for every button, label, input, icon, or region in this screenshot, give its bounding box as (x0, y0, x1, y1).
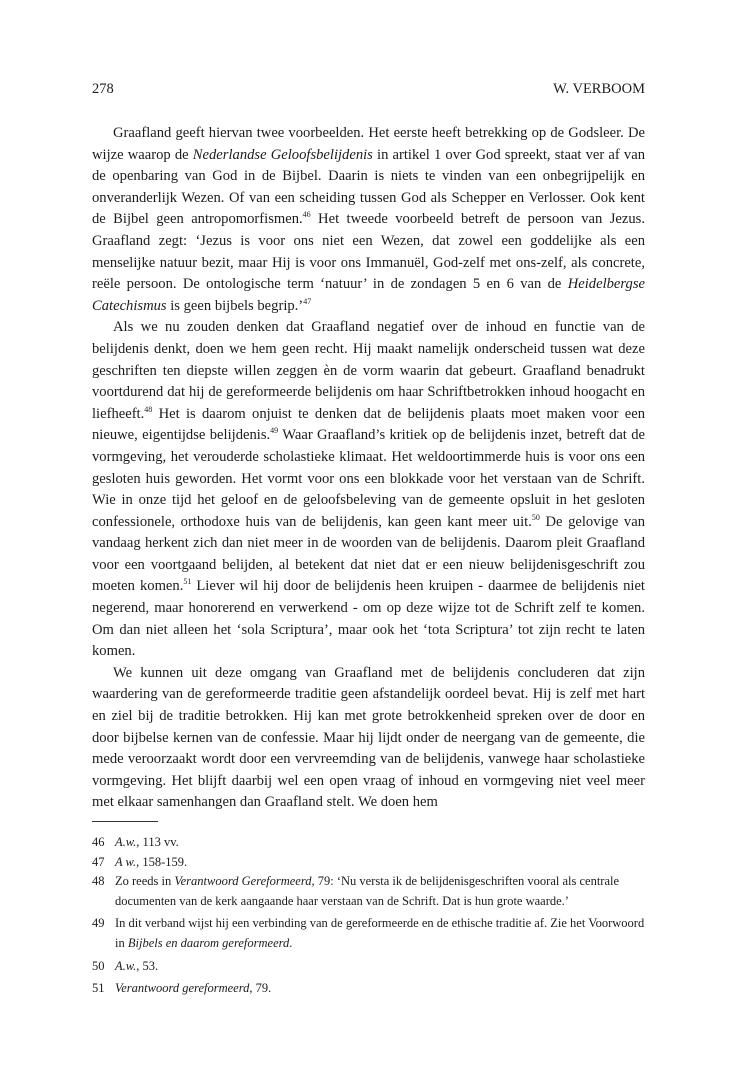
footnote-ref: 51 (183, 577, 192, 587)
running-head-author: W. VERBOOM (553, 81, 645, 97)
footnote-text (115, 916, 644, 950)
body-text (92, 123, 645, 814)
footnotes (92, 833, 645, 999)
text-run: , 53. (136, 958, 159, 973)
paragraph (92, 123, 645, 317)
italic-run: Bijbels en daarom gereformeerd (127, 935, 290, 950)
text-run: . (289, 935, 293, 950)
footnote-number: 51 (92, 981, 105, 996)
italic-run: A w. (115, 854, 137, 869)
text-run: We kunnen uit deze omgang van Graafland met de belijdenis concluderen dat zijn waardering van de gereformeerde traditie geen afstandelijk oordeel bevat. Hij is zelf met hart en ziel bij de traditie betrokken. Hij kan met grote betrokkenheid spreken over de door en door bijbelse kernen van de confessie. Maar hij lijdt onder de neergang van de gemeente, die mede veroorzaakt wordt door een vervreemding van de belijdenis, vanwege haar scholastieke vormgeving. Het blijft daarbij wel een open vraag of inhoud en vormgeving niet veel meer met elkaar samenhangen dan Graafland stelt. We doen hem (92, 664, 645, 811)
text-run: , 158-159. (136, 854, 188, 869)
footnote (92, 833, 645, 853)
text-run: , 79. (249, 981, 272, 996)
footnote-text (115, 981, 271, 995)
footnote-ref: 50 (531, 512, 540, 522)
footnote (92, 872, 645, 911)
text-run: , 79: ‘Nu versta ik de belijdenisgeschriften vooral als centrale documenten van de kerk aangaande haar verstaan van de Schrift. Dat is hun grote waarde.’ (115, 874, 620, 908)
text-run: Liever wil hij door de belijdenis heen kruipen - daarmee de belijdenis niet negerend, maar honorerend en verwerkend - om op deze wijze tot de Schrift zelf te komen. Om dan niet alleen het ‘sola Scriptura’, maar ook het ‘tota Scriptura’ tot zijn recht te laten komen. (92, 578, 645, 660)
footnote-separator (92, 821, 158, 822)
footnote-ref: 49 (270, 426, 279, 436)
text-run: Zo reeds in (115, 874, 175, 889)
paragraph (92, 663, 645, 814)
footnote (92, 853, 645, 873)
italic-run: Nederlandse Geloofsbelijdenis (192, 146, 373, 163)
text-run: is geen bijbels begrip.’ (166, 297, 304, 314)
text-run: Als we nu zouden denken dat Graafland negatief over de inhoud en functie van de belijdenis denkt, doen we hem geen recht. Hij maakt namelijk onderscheid tussen wat deze geschriften ten diepste willen zeggen èn de vorm waarin dat gebeurt. Graafland benadrukt voortdurend dat hij de gereformeerde belijdenis om haar Schriftbetrokken inhoud hoogacht en liefheeft. (92, 319, 645, 422)
text-run: in artikel 1 over God spreekt, staat ver af van de openbaring van God in de Bijbel. Daarin is niets te vinden van een onbegrijpelijk en onveranderlijk Wezen. Of van een scheiding tussen God als Schepper en Verlosser. Ook kent de Bijbel geen antropomorfismen. (92, 146, 645, 228)
footnote-text (115, 855, 187, 869)
paragraph (92, 317, 645, 663)
page-number: 278 (92, 81, 114, 97)
footnote (92, 914, 645, 953)
footnote-text (115, 835, 179, 849)
footnote-text (115, 874, 619, 908)
text-run: Waar Graafland’s kritiek op de belijdenis inzet, betreft dat de vormgeving, het verouderde scholastieke klimaat. Het weldoortimmerde huis is voor ons een gesloten huis geworden. Het vormt voor ons een blokkade voor het verstaan van de Schrift. Wie in onze tijd het geloof en de geloofsbeleving van de gemeente opsluit in het gesloten confessionele, orthodoxe huis van de belijdenis, kan geen kant meer uit. (92, 427, 645, 530)
italic-run: A.w. (115, 835, 137, 849)
italic-run: Verantwoord gereformeerd (115, 981, 250, 996)
text-run: De gelovige van vandaag herkent zich dan niet meer in de woorden van de belijdenis. Daarom pleit Graafland voor een voortgaand belijden, al betekent dat niet dat er een nieuw belijdenisgeschrift zou moeten komen. (92, 513, 645, 595)
footnote-number: 48 (92, 874, 105, 889)
text-run: , 113 vv. (136, 835, 179, 849)
footnote (92, 957, 645, 977)
footnote-number: 47 (92, 854, 105, 869)
text-run: Graafland geeft hiervan twee voorbeelden. Het eerste heeft betrekking op de Godsleer. De wijze waarop de (92, 125, 645, 163)
footnote-ref: 47 (303, 296, 312, 306)
italic-run: Heidelbergse Catechismus (92, 276, 645, 314)
text-run: Het tweede voorbeeld betreft de persoon van Jezus. Graafland zegt: ‘Jezus is voor ons niet een Wezen, dat zowel een goddelijke als een menselijke natuur bezit, maar Hij is voor ons Immanuël, God-zelf met ons-zelf, als concrete, reële persoon. De ontologische term ‘natuur’ in de zondagen 5 en 6 van de (92, 211, 645, 293)
footnote-number: 49 (92, 916, 105, 931)
italic-run: Verantwoord Gereformeerd (174, 874, 312, 889)
footnote-number: 46 (92, 835, 105, 849)
text-run: Het is daarom onjuist te denken dat de belijdenis plaats moet maken voor een nieuwe, eigentijdse belijdenis. (92, 405, 645, 444)
footnote-ref: 48 (144, 404, 153, 414)
italic-run: A.w. (115, 958, 137, 973)
footnote-number: 50 (92, 958, 105, 973)
footnote (92, 979, 645, 999)
footnote-text (115, 959, 158, 973)
text-run: In dit verband wijst hij een verbinding van de gereformeerde en de ethische traditie af. Zie het Voorwoord in (115, 916, 645, 950)
footnote-ref: 46 (302, 210, 311, 220)
